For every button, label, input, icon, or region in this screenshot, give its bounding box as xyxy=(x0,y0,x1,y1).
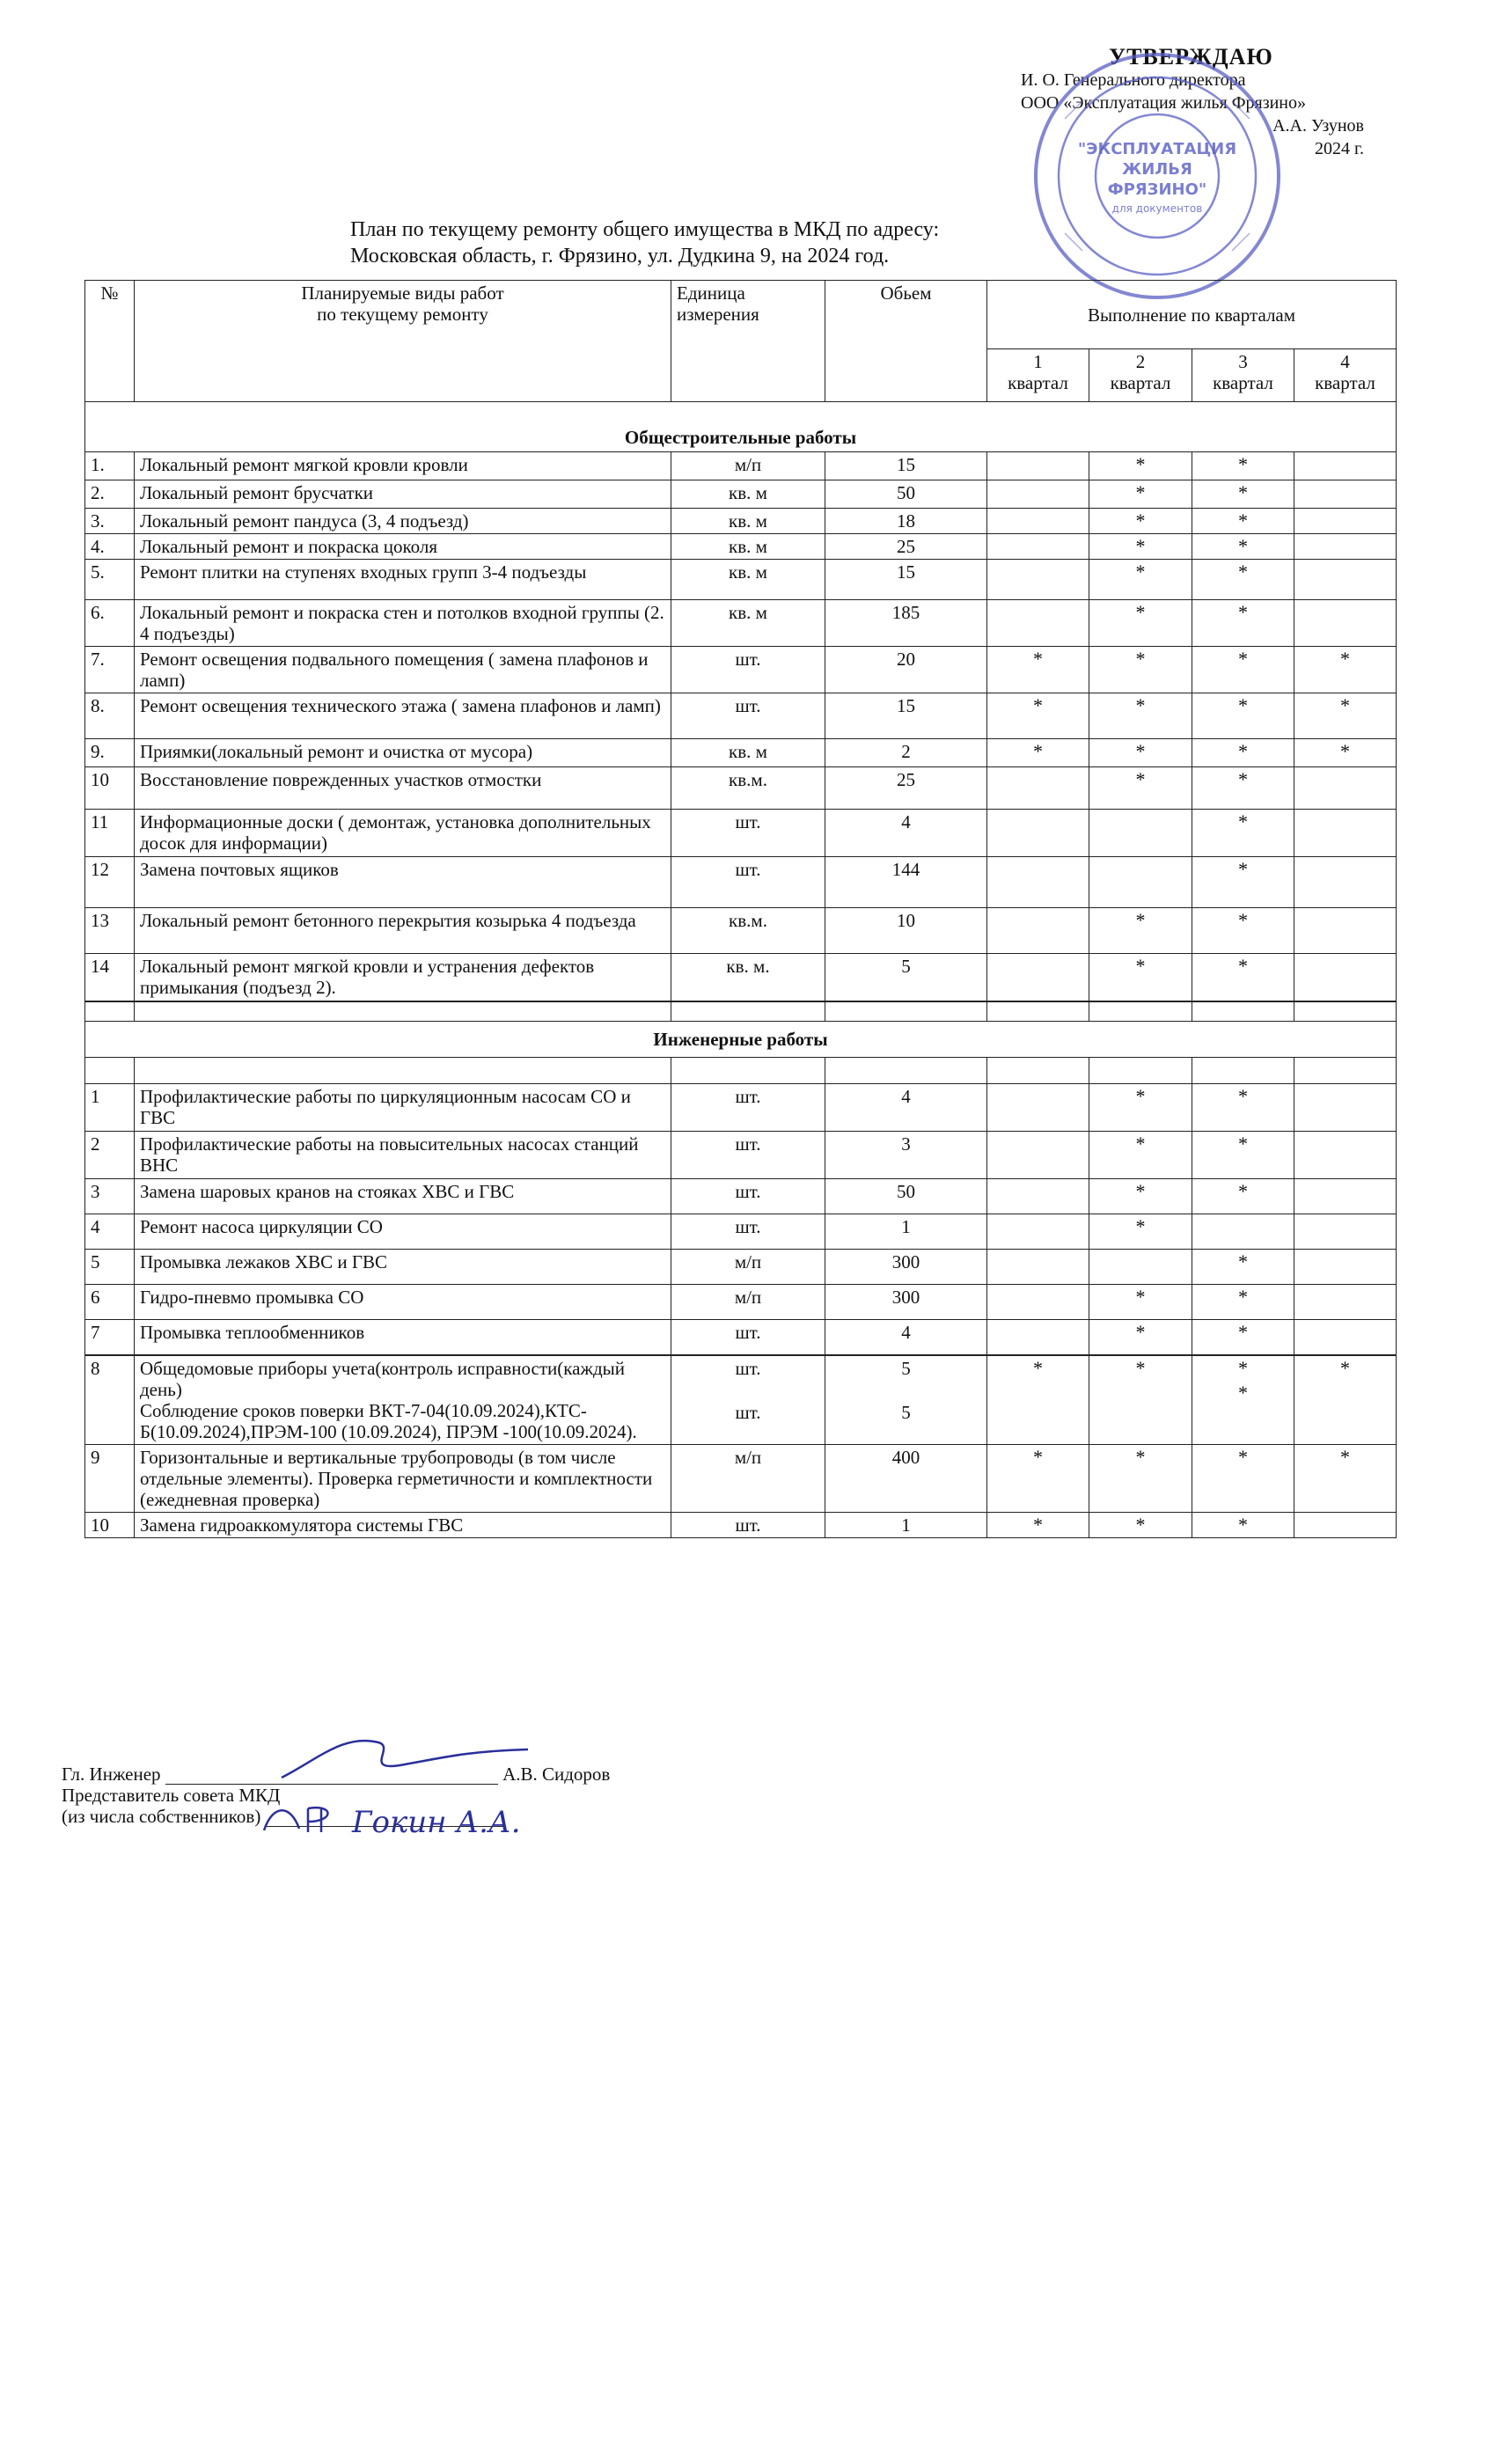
row-work: Локальный ремонт брусчатки xyxy=(135,480,671,509)
rep-line1: Представитель совета МКД xyxy=(62,1785,281,1806)
row-q2-mark: * xyxy=(1089,1513,1192,1538)
table-row xyxy=(85,509,1397,534)
table-row xyxy=(85,1513,1397,1538)
row-work: Промывка теплообменников xyxy=(135,1320,671,1355)
row-work: Локальный ремонт мягкой кровли и устранения дефектов примыкания (подъезд 2). xyxy=(135,954,671,1001)
row-unit: кв. м xyxy=(671,560,825,600)
row-q1-mark xyxy=(987,954,1089,1001)
row-q4-mark xyxy=(1294,954,1397,1001)
row-q4-mark xyxy=(1294,810,1397,857)
row-q3-mark: * xyxy=(1192,480,1294,509)
row-q2-mark: * xyxy=(1089,1084,1192,1132)
row-unit: кв. м xyxy=(671,534,825,560)
row-work: Промывка лежаков ХВС и ГВС xyxy=(135,1250,671,1285)
row-work: Локальный ремонт пандуса (3, 4 подъезд) xyxy=(135,509,671,534)
row-num: 6 xyxy=(85,1285,135,1320)
row-volume: 10 xyxy=(825,908,987,954)
company-seal xyxy=(1030,48,1285,304)
header-q2: 2 квартал xyxy=(1089,349,1192,402)
row-unit: шт. xyxy=(671,693,825,739)
row-volume: 50 xyxy=(825,1179,987,1214)
row-q3-mark: * xyxy=(1192,693,1294,739)
row-q4-mark: * xyxy=(1294,647,1397,693)
row-work: Профилактические работы по циркуляционным насосам СО и ГВС xyxy=(135,1084,671,1132)
row-volume: 5 xyxy=(825,954,987,1001)
row-work: Гидро-пневмо промывка СО xyxy=(135,1285,671,1320)
table-row xyxy=(85,810,1397,857)
table-row xyxy=(85,534,1397,560)
table-row xyxy=(85,560,1397,600)
row-unit: шт. xyxy=(671,857,825,908)
row-q1-mark: * xyxy=(987,647,1089,693)
row-work: Замена шаровых кранов на стояках ХВС и ГВС xyxy=(135,1179,671,1214)
row-work: Горизонтальные и вертикальные трубопроводы (в том числе отдельные элементы). Проверка герметичности и комплектности (ежедневная проверка) xyxy=(135,1445,671,1513)
row-num: 1. xyxy=(85,452,135,480)
row-q4-mark: * xyxy=(1294,1445,1397,1513)
document-title-line2: Московская область, г. Фрязино, ул. Дудкина 9, на 2024 год. xyxy=(350,245,890,268)
row-q3-mark: * xyxy=(1192,452,1294,480)
row-q3-mark: * xyxy=(1192,1445,1294,1513)
row-q2-mark: * xyxy=(1089,908,1192,954)
row-q2-mark: * xyxy=(1089,560,1192,600)
row-q3-mark: * xyxy=(1192,1132,1294,1179)
row-unit: шт. шт. xyxy=(671,1356,825,1445)
row-q1-mark xyxy=(987,1285,1089,1320)
section-general-row xyxy=(85,402,1397,452)
row-q3-mark: * xyxy=(1192,1084,1294,1132)
row-work: Локальный ремонт и покраска цоколя xyxy=(135,534,671,560)
row-q4-mark xyxy=(1294,908,1397,954)
row-q1-mark xyxy=(987,810,1089,857)
table-row xyxy=(85,1214,1397,1250)
row-q4-mark xyxy=(1294,600,1397,647)
row-unit: шт. xyxy=(671,1513,825,1538)
row-q3-mark: * xyxy=(1192,857,1294,908)
header-q3: 3 квартал xyxy=(1192,349,1294,402)
row-work: Замена почтовых ящиков xyxy=(135,857,671,908)
row-q4-mark xyxy=(1294,1214,1397,1250)
engineer-label: Гл. Инженер xyxy=(62,1764,161,1785)
row-unit: кв. м xyxy=(671,509,825,534)
row-volume: 4 xyxy=(825,1320,987,1355)
row-q3-mark: * xyxy=(1192,1250,1294,1285)
row-q2-mark: * xyxy=(1089,509,1192,534)
header-num: № xyxy=(85,281,135,402)
row-num: 12 xyxy=(85,857,135,908)
row-q3-mark: * xyxy=(1192,954,1294,1001)
header-q1: 1 квартал xyxy=(987,349,1089,402)
row-volume: 4 xyxy=(825,1084,987,1132)
row-work: Профилактические работы на повысительных насосах станций ВНС xyxy=(135,1132,671,1179)
row-work-line2: Соблюдение сроков поверки ВКТ-7-04(10.09.2024),КТС-Б(10.09.2024),ПРЭМ-100 (10.09.2024), ПРЭМ -100(10.09.2024). xyxy=(140,1400,637,1442)
row-num: 8. xyxy=(85,693,135,739)
row-q1-mark xyxy=(987,480,1089,509)
row-unit: кв.м. xyxy=(671,767,825,810)
row-q2-mark: * xyxy=(1089,1320,1192,1355)
row-q1-mark xyxy=(987,600,1089,647)
empty-row xyxy=(85,1058,1397,1084)
row-q1-mark xyxy=(987,560,1089,600)
row-work: Ремонт плитки на ступенях входных групп 3-4 подъезды xyxy=(135,560,671,600)
row-q4-mark: * xyxy=(1294,693,1397,739)
row-q2-mark: * xyxy=(1089,647,1192,693)
row-num: 9. xyxy=(85,739,135,767)
row-q1-mark: * xyxy=(987,1445,1089,1513)
row-unit: шт. xyxy=(671,810,825,857)
table-row xyxy=(85,1285,1397,1320)
row-num: 4. xyxy=(85,534,135,560)
seal-text-3: ФРЯЗИНО" xyxy=(1107,180,1207,199)
row-unit: кв. м xyxy=(671,739,825,767)
row-num: 4 xyxy=(85,1214,135,1250)
representative-signature xyxy=(255,1795,590,1848)
table-row xyxy=(85,908,1397,954)
row-work: Ремонт освещения подвального помещения ( замена плафонов и ламп) xyxy=(135,647,671,693)
row-q4-mark xyxy=(1294,1250,1397,1285)
row-unit: шт. xyxy=(671,647,825,693)
row-q3-mark: * xyxy=(1192,810,1294,857)
table-row xyxy=(85,954,1397,1001)
repair-plan-table xyxy=(84,280,1397,1538)
row-volume: 2 xyxy=(825,739,987,767)
row-work: Ремонт освещения технического этажа ( замена плафонов и ламп) xyxy=(135,693,671,739)
row-volume: 25 xyxy=(825,767,987,810)
row-q1-mark: * xyxy=(987,693,1089,739)
row-q2-mark: * xyxy=(1089,452,1192,480)
approval-position: И. О. Генерального директора xyxy=(1021,70,1246,90)
engineer-signature xyxy=(264,1725,546,1795)
row-q2-mark xyxy=(1089,1250,1192,1285)
table-row xyxy=(85,600,1397,647)
row-num: 5. xyxy=(85,560,135,600)
row-unit: кв.м. xyxy=(671,908,825,954)
seal-text-1: "ЭКСПЛУАТАЦИЯ xyxy=(1077,140,1237,158)
row-q1-mark: * xyxy=(987,1513,1089,1538)
row-num: 3 xyxy=(85,1179,135,1214)
row-unit: м/п xyxy=(671,1445,825,1513)
row-volume: 144 xyxy=(825,857,987,908)
row-num: 14 xyxy=(85,954,135,1001)
row-q4-mark: * xyxy=(1294,1356,1397,1445)
row-q2-mark: * xyxy=(1089,1445,1192,1513)
row-num: 2. xyxy=(85,480,135,509)
row-work: Локальный ремонт и покраска стен и потолков входной группы (2. 4 подъезды) xyxy=(135,600,671,647)
row-q1-mark xyxy=(987,1214,1089,1250)
row-q1-mark xyxy=(987,1179,1089,1214)
row-volume: 4 xyxy=(825,810,987,857)
row-q2-mark: * xyxy=(1089,1356,1192,1445)
row-q2-mark: * xyxy=(1089,954,1192,1001)
row-num: 7 xyxy=(85,1320,135,1355)
row-unit: шт. xyxy=(671,1320,825,1355)
row-q1-mark xyxy=(987,509,1089,534)
row-q2-mark: * xyxy=(1089,767,1192,810)
row-volume: 300 xyxy=(825,1285,987,1320)
row-q4-mark xyxy=(1294,1179,1397,1214)
rep-line2: (из числа собственников) xyxy=(62,1806,261,1827)
header-q4: 4 квартал xyxy=(1294,349,1397,402)
header-unit-line2: измерения xyxy=(677,304,759,325)
row-volume: 185 xyxy=(825,600,987,647)
row-volume: 15 xyxy=(825,560,987,600)
row-volume: 15 xyxy=(825,452,987,480)
row-q3-mark: * xyxy=(1192,767,1294,810)
row-unit: шт. xyxy=(671,1214,825,1250)
row-q3-mark: * xyxy=(1192,739,1294,767)
row-q2-mark: * xyxy=(1089,739,1192,767)
row-num: 1 xyxy=(85,1084,135,1132)
row-q3-mark: * xyxy=(1192,1320,1294,1355)
row-q1-mark xyxy=(987,1084,1089,1132)
row-volume: 300 xyxy=(825,1250,987,1285)
row-q1-mark xyxy=(987,1132,1089,1179)
table-row xyxy=(85,857,1397,908)
row-volume: 3 xyxy=(825,1132,987,1179)
row-q4-mark xyxy=(1294,509,1397,534)
table-row xyxy=(85,1250,1397,1285)
approval-signer: А.А. Узунов xyxy=(1272,116,1364,136)
row-q4-mark: * xyxy=(1294,739,1397,767)
row-work: Замена гидроаккомулятора системы ГВС xyxy=(135,1513,671,1538)
table-row xyxy=(85,1179,1397,1214)
row-q2-mark: * xyxy=(1089,693,1192,739)
row-q3-mark: * xyxy=(1192,560,1294,600)
row-q3-mark: * xyxy=(1192,600,1294,647)
row-num: 3. xyxy=(85,509,135,534)
row-num: 11 xyxy=(85,810,135,857)
row-q3-mark: * * xyxy=(1192,1356,1294,1445)
row-volume: 25 xyxy=(825,534,987,560)
row-q4-mark xyxy=(1294,534,1397,560)
row-volume: 20 xyxy=(825,647,987,693)
row-q4-mark xyxy=(1294,1320,1397,1355)
section-engineering-title: Инженерные работы xyxy=(85,1022,1397,1058)
row-q4-mark xyxy=(1294,1084,1397,1132)
header-work xyxy=(135,281,671,402)
row-q3-mark: * xyxy=(1192,908,1294,954)
row-q4-mark xyxy=(1294,480,1397,509)
row-q1-mark xyxy=(987,767,1089,810)
row-q4-mark xyxy=(1294,452,1397,480)
table-row xyxy=(85,647,1397,693)
row-q2-mark xyxy=(1089,857,1192,908)
row-q2-mark: * xyxy=(1089,1285,1192,1320)
row-num: 7. xyxy=(85,647,135,693)
row-q1-mark: * xyxy=(987,739,1089,767)
row-volume: 5 5 xyxy=(825,1356,987,1445)
row-unit: м/п xyxy=(671,1250,825,1285)
row-unit: м/п xyxy=(671,452,825,480)
row-q3-mark: * xyxy=(1192,1179,1294,1214)
row-volume: 50 xyxy=(825,480,987,509)
row-q1-mark xyxy=(987,1250,1089,1285)
row-volume: 400 xyxy=(825,1445,987,1513)
row-q1-mark xyxy=(987,908,1089,954)
row-q2-mark: * xyxy=(1089,1214,1192,1250)
row-q2-mark: * xyxy=(1089,600,1192,647)
document-title xyxy=(350,216,939,269)
header-unit xyxy=(671,281,825,402)
row-q2-mark: * xyxy=(1089,534,1192,560)
row-num: 10 xyxy=(85,767,135,810)
row-num: 8 xyxy=(85,1356,135,1445)
row-work-line1: Общедомовые приборы учета(контроль исправности(каждый день) xyxy=(140,1358,625,1400)
row-volume: 18 xyxy=(825,509,987,534)
row-q4-mark xyxy=(1294,560,1397,600)
row-q4-mark xyxy=(1294,1285,1397,1320)
section-engineering-row xyxy=(85,1022,1397,1058)
row-q2-mark: * xyxy=(1089,1179,1192,1214)
row-q3-mark: * xyxy=(1192,509,1294,534)
row-work: Локальный ремонт бетонного перекрытия козырька 4 подъезда xyxy=(135,908,671,954)
table-row xyxy=(85,480,1397,509)
row-volume: 1 xyxy=(825,1513,987,1538)
representative-signature-text: Гокин А.А. xyxy=(352,1805,521,1840)
row-q4-mark xyxy=(1294,1132,1397,1179)
row-work: Локальный ремонт мягкой кровли кровли xyxy=(135,452,671,480)
row-unit: кв. м. xyxy=(671,954,825,1001)
row-unit: кв. м xyxy=(671,480,825,509)
row-q2-mark: * xyxy=(1089,480,1192,509)
table-row xyxy=(85,739,1397,767)
approval-company: ООО «Эксплуатация жилья Фрязино» xyxy=(1021,93,1307,113)
table-row xyxy=(85,767,1397,810)
table-row xyxy=(85,693,1397,739)
row-q3-mark: * xyxy=(1192,1285,1294,1320)
table-row xyxy=(85,1445,1397,1513)
row-unit: кв. м xyxy=(671,600,825,647)
row-work xyxy=(135,1356,671,1445)
row-q3-mark: * xyxy=(1192,1513,1294,1538)
row-work: Восстановление поврежденных участков отмостки xyxy=(135,767,671,810)
row-volume: 15 xyxy=(825,693,987,739)
row-num: 6. xyxy=(85,600,135,647)
section-general-title: Общестроительные работы xyxy=(85,402,1397,452)
approval-year: 2024 г. xyxy=(1315,139,1364,158)
seal-text-4: для документов xyxy=(1111,202,1203,215)
table-row xyxy=(85,1084,1397,1132)
row-q4-mark xyxy=(1294,857,1397,908)
row-num: 2 xyxy=(85,1132,135,1179)
row-num: 9 xyxy=(85,1445,135,1513)
empty-row xyxy=(85,1002,1397,1022)
row-q1-mark: * xyxy=(987,1356,1089,1445)
row-q2-mark: * xyxy=(1089,1132,1192,1179)
table-row xyxy=(85,452,1397,480)
row-unit: м/п xyxy=(671,1285,825,1320)
row-q3-mark xyxy=(1192,1214,1294,1250)
document-title-line1: План по текущему ремонту общего имущества в МКД по адресу: xyxy=(350,218,940,241)
row-num: 10 xyxy=(85,1513,135,1538)
row-unit: шт. xyxy=(671,1132,825,1179)
header-work-line2: по текущему ремонту xyxy=(317,304,488,325)
row-q4-mark xyxy=(1294,1513,1397,1538)
row-work: Информационные доски ( демонтаж, установка дополнительных досок для информации) xyxy=(135,810,671,857)
row-num: 5 xyxy=(85,1250,135,1285)
engineer-name: А.В. Сидоров xyxy=(502,1764,611,1785)
row-q2-mark xyxy=(1089,810,1192,857)
header-work-line1: Планируемые виды работ xyxy=(301,282,504,304)
seal-text-2: ЖИЛЬЯ xyxy=(1122,160,1192,179)
row-unit: шт. xyxy=(671,1179,825,1214)
header-volume: Обьем xyxy=(825,281,987,402)
row-q3-mark: * xyxy=(1192,534,1294,560)
row-q1-mark xyxy=(987,534,1089,560)
row-work: Ремонт насоса циркуляции СО xyxy=(135,1214,671,1250)
header-unit-line1: Единица xyxy=(677,282,745,304)
row-work: Приямки(локальный ремонт и очистка от мусора) xyxy=(135,739,671,767)
header-row xyxy=(85,281,1397,349)
table-row xyxy=(85,1320,1397,1355)
row-volume: 1 xyxy=(825,1214,987,1250)
approval-title: УТВЕРЖДАЮ xyxy=(1109,44,1273,70)
row-q4-mark xyxy=(1294,767,1397,810)
row-q1-mark xyxy=(987,1320,1089,1355)
header-quarters: Выполнение по кварталам xyxy=(987,281,1397,349)
table-row xyxy=(85,1132,1397,1179)
row-q1-mark xyxy=(987,452,1089,480)
row-q3-mark: * xyxy=(1192,647,1294,693)
row-num: 13 xyxy=(85,908,135,954)
table-row-meters xyxy=(85,1356,1397,1445)
row-q1-mark xyxy=(987,857,1089,908)
row-unit: шт. xyxy=(671,1084,825,1132)
